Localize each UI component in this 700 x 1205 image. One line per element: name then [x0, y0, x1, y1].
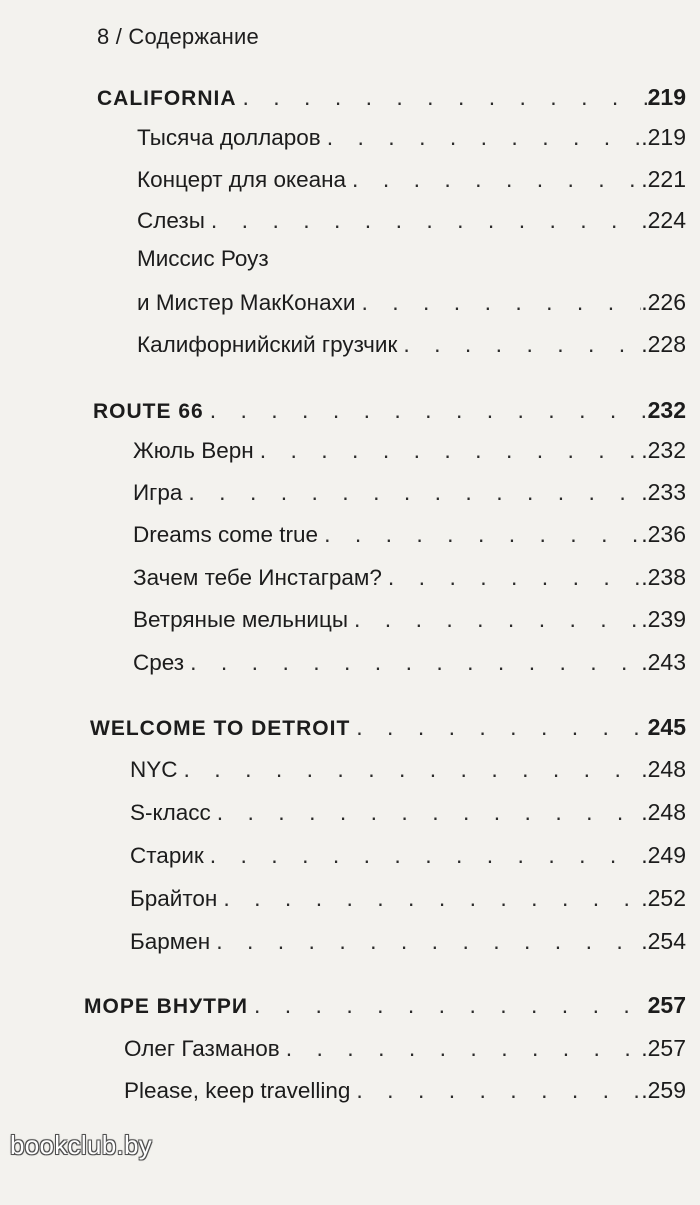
- toc-entry: [137, 287, 686, 318]
- entry-title: Жюль Верн: [133, 438, 254, 463]
- entry-title: Калифорнийский грузчик: [137, 332, 398, 357]
- entry-title: Старик: [130, 843, 204, 868]
- toc-entry: [130, 926, 686, 957]
- toc-entry: [130, 797, 686, 828]
- entry-title: и Мистер МакКонахи: [137, 290, 356, 315]
- running-head: 8 / Содержание: [97, 24, 259, 49]
- toc-section-california: [97, 82, 686, 114]
- entry-page: .252: [641, 885, 686, 911]
- section-title: CALIFORNIA: [97, 87, 237, 110]
- entry-page: .219: [641, 124, 686, 150]
- entry-page: .226: [641, 289, 686, 315]
- section-title: МОРЕ ВНУТРИ: [84, 995, 248, 1018]
- entry-title: Ветряные мельницы: [133, 607, 349, 632]
- entry-title: Брайтон: [130, 886, 218, 911]
- dot-leader: [184, 647, 641, 677]
- toc-entry: [133, 435, 686, 466]
- dot-leader: [348, 604, 641, 634]
- dot-leader: [178, 754, 642, 784]
- dot-leader: [254, 435, 642, 465]
- entry-page: .259: [641, 1077, 686, 1103]
- toc-section-route-66: [93, 395, 686, 427]
- entry-title: S-класс: [130, 800, 211, 825]
- entry-page: .248: [641, 756, 686, 782]
- entry-title: Бармен: [130, 929, 211, 954]
- entry-title: Олег Газманов: [124, 1036, 280, 1061]
- dot-leader: [350, 712, 647, 742]
- toc-entry: [137, 329, 686, 360]
- entry-page: .243: [641, 649, 686, 675]
- entry-page: .249: [641, 842, 686, 868]
- dot-leader: [397, 329, 641, 359]
- dot-leader: [217, 883, 641, 913]
- dot-leader: [210, 926, 641, 956]
- toc-entry: [137, 164, 686, 195]
- entry-title: Dreams come true: [133, 522, 319, 547]
- dot-leader: [248, 990, 648, 1020]
- entry-page: .221: [641, 166, 686, 192]
- entry-page: .236: [641, 521, 686, 547]
- dot-leader: [350, 1075, 641, 1105]
- entry-page: .257: [641, 1035, 686, 1061]
- toc-section-welcome-to-detroit: [90, 712, 686, 744]
- section-page: 245: [647, 714, 686, 740]
- entry-page: .248: [641, 799, 686, 825]
- dot-leader: [382, 562, 641, 592]
- entry-title: Тысяча долларов: [137, 125, 321, 150]
- entry-title: Please, keep travelling: [124, 1078, 351, 1103]
- entry-page: .224: [641, 207, 686, 233]
- section-title: WELCOME TO DETROIT: [90, 717, 351, 740]
- watermark: bookclub.by: [10, 1130, 153, 1160]
- toc-entry: [137, 122, 686, 153]
- toc-entry: [124, 1033, 686, 1064]
- entry-title: Зачем тебе Инстаграм?: [133, 565, 382, 590]
- entry-page: .238: [641, 564, 686, 590]
- toc-entry: [133, 604, 686, 635]
- entry-title: Слезы: [137, 208, 205, 233]
- entry-title: NYC: [130, 757, 178, 782]
- dot-leader: [280, 1033, 642, 1063]
- entry-title: Срез: [133, 650, 185, 675]
- dot-leader: [355, 287, 641, 317]
- toc-section-more-vnutri: [84, 990, 686, 1022]
- dot-leader: [237, 82, 648, 112]
- dot-leader: [204, 395, 648, 425]
- entry-page: .233: [641, 479, 686, 505]
- section-title: ROUTE 66: [93, 400, 204, 423]
- toc-entry: [133, 519, 686, 550]
- toc-entry: [130, 883, 686, 914]
- section-page: 219: [647, 84, 686, 110]
- toc-entry: [133, 477, 686, 508]
- entry-page: .239: [641, 606, 686, 632]
- entry-page: .232: [641, 437, 686, 463]
- entry-page: .254: [641, 928, 686, 954]
- toc-entry: [130, 754, 686, 785]
- dot-leader: [204, 840, 641, 870]
- toc-entry: [130, 840, 686, 871]
- toc-entry: [133, 562, 686, 593]
- toc-entry: [124, 1075, 686, 1106]
- toc-entry: [137, 205, 686, 236]
- dot-leader: [211, 797, 641, 827]
- dot-leader: [205, 205, 641, 235]
- entry-title: Игра: [133, 480, 183, 505]
- dot-leader: [182, 477, 641, 507]
- dot-leader: [346, 164, 641, 194]
- entry-title: Концерт для океана: [137, 167, 347, 192]
- section-page: 232: [647, 397, 686, 423]
- entry-page: .228: [641, 331, 686, 357]
- section-page: 257: [647, 992, 686, 1018]
- dot-leader: [321, 122, 641, 152]
- dot-leader: [318, 519, 641, 549]
- entry-title-line1: Миссис Роуз: [137, 246, 269, 271]
- toc-entry: [133, 647, 686, 678]
